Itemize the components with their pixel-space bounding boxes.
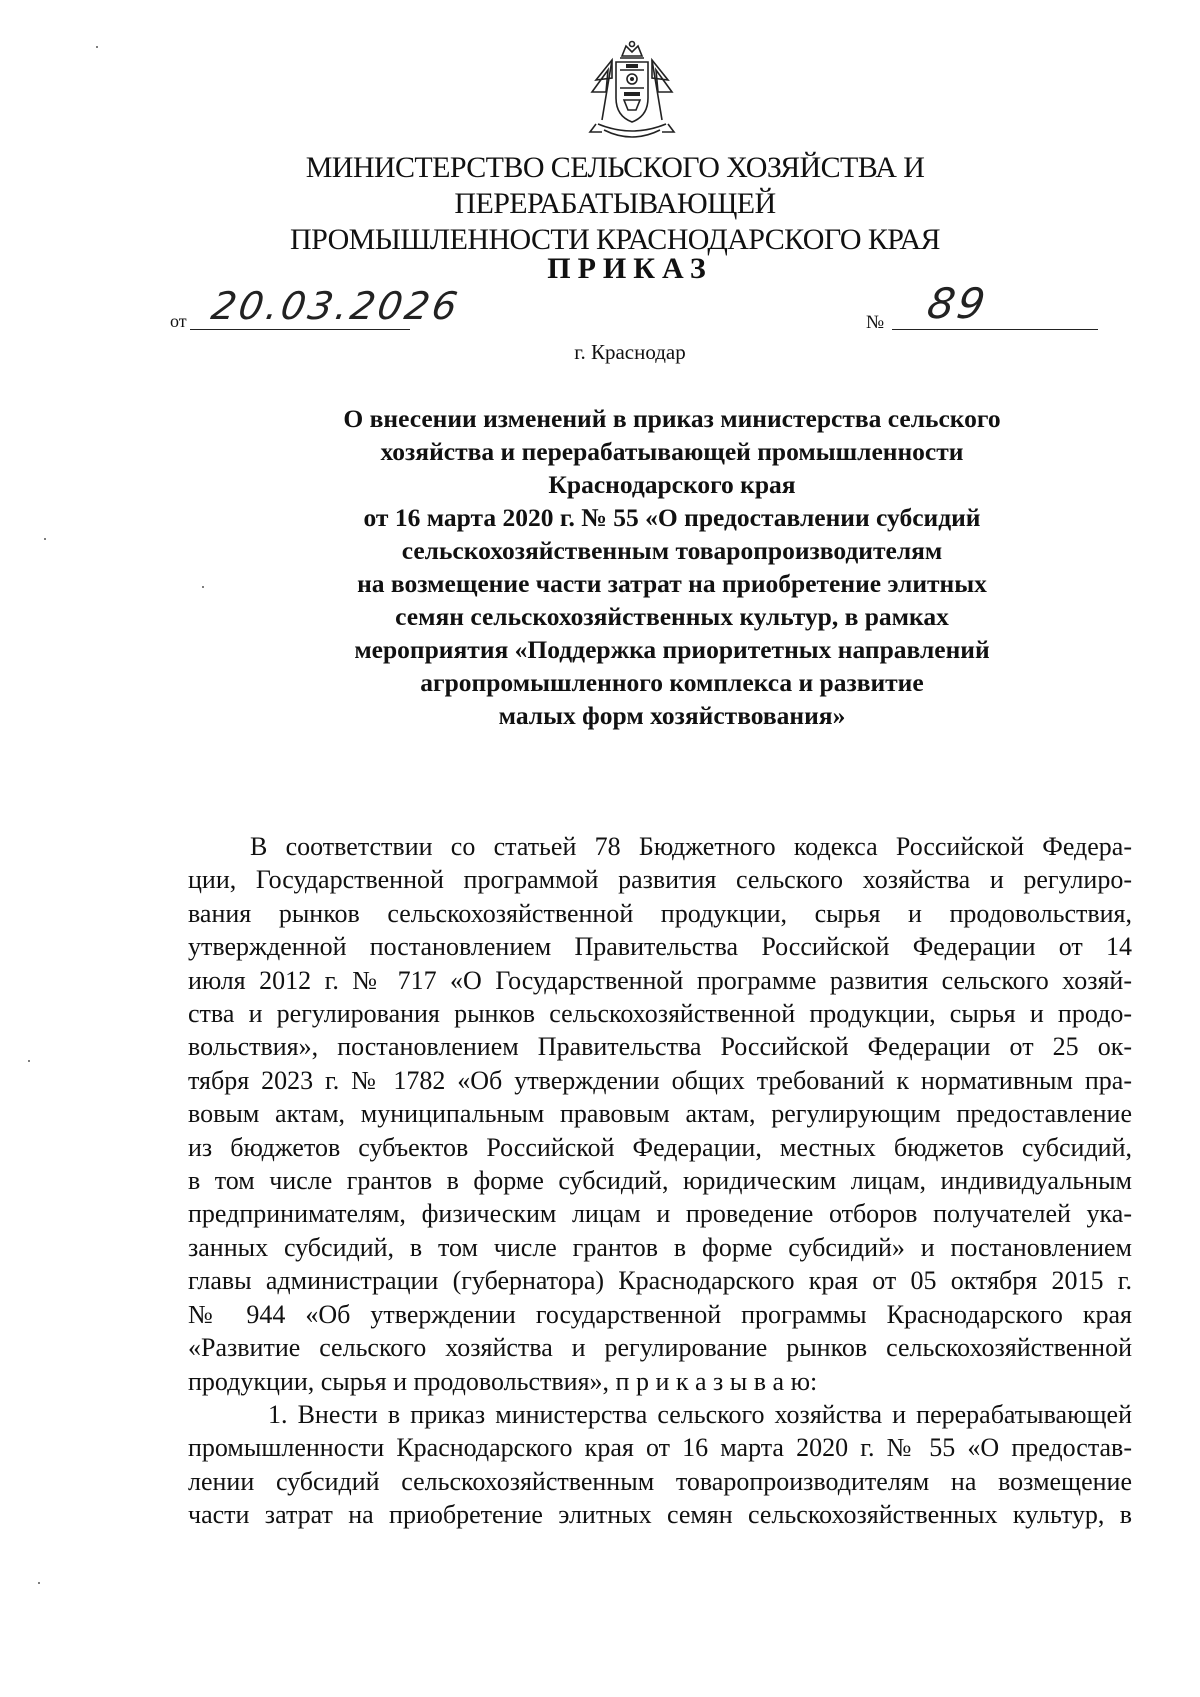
subject-line: агропромышленного комплекса и развитие (420, 668, 924, 697)
subject-line: Краснодарского края (548, 470, 796, 499)
subject-line: сельскохозяйственным товаропроизводителям (401, 536, 943, 565)
scan-speck (28, 1060, 30, 1062)
date-prefix: от (170, 311, 187, 331)
city-name: г. Краснодар (574, 340, 686, 364)
date-underline (190, 329, 410, 330)
coat-of-arms-icon (586, 40, 678, 150)
ministry-name-line: МИНИСТЕРСТВО СЕЛЬСКОГО ХОЗЯЙСТВА И ПЕРЕРАБАТЫВАЮЩЕЙ (305, 151, 925, 220)
body-line: из бюджетов субъектов Российской Федерации, местных бюджетов субсидий, (188, 1132, 1132, 1162)
body-line: предпринимателям, физическим лицам и проведение отборов получателей ука- (188, 1199, 1132, 1229)
subject-line: малых форм хозяйствования» (498, 701, 846, 730)
body-line: вания рынков сельскохозяйственной продукции, сырья и продовольствия, (188, 898, 1132, 928)
body-line: части затрат на приобретение элитных семян сельскохозяйственных культур, в (188, 1500, 1132, 1530)
body-line: «Развитие сельского хозяйства и регулирование рынков сельскохозяйственной (188, 1333, 1132, 1363)
body-line: в том числе грантов в форме субсидий, юридическим лицам, индивидуальным (188, 1166, 1132, 1196)
order-subject (272, 402, 1072, 732)
scan-speck (202, 586, 204, 588)
ministry-name-line: ПРОМЫШЛЕННОСТИ КРАСНОДАРСКОГО КРАЯ (290, 223, 940, 256)
subject-line: хозяйства и перерабатывающей промышленности (380, 437, 964, 466)
date-value-handwritten: 20.03.2026 (208, 284, 464, 328)
subject-line: О внесении изменений в приказ министерства сельского (343, 404, 1001, 433)
subject-line: мероприятия «Поддержка приоритетных направлений (354, 635, 990, 664)
scan-speck (38, 1582, 40, 1584)
body-line: тября 2023 г. № 1782 «Об утверждении общих требований к нормативным пра- (188, 1065, 1132, 1095)
body-line: июля 2012 г. № 717 «О Государственной программе развития сельского хозяй- (188, 965, 1132, 995)
subject-line: семян сельскохозяйственных культур, в рамках (395, 602, 949, 631)
body-line: № 944 «Об утверждении государственной программы Краснодарского края (188, 1299, 1132, 1329)
body-line: лении субсидий сельскохозяйственным товаропроизводителям на возмещение (188, 1466, 1132, 1496)
order-date (170, 284, 464, 342)
order-number (866, 279, 1098, 342)
body-line: занных субсидий, в том числе грантов в форме субсидий» и постановлением (188, 1232, 1132, 1262)
body-line: промышленности Краснодарского края от 16 марта 2020 г. № 55 «О предостав- (188, 1433, 1132, 1463)
body-line: В соответствии со статьей 78 Бюджетного кодекса Российской Федера- (250, 832, 1132, 861)
number-prefix: № (866, 312, 885, 333)
body-line: главы администрации (губернатора) Краснодарского края от 05 октября 2015 г. (188, 1266, 1132, 1296)
subject-line: от 16 марта 2020 г. № 55 «О предоставлении субсидий (363, 503, 981, 532)
subject-line: на возмещение части затрат на приобретение элитных (357, 569, 987, 598)
scan-speck (96, 46, 98, 48)
body-line: продукции, сырья и продовольствия», п р и к а з ы в а ю: (188, 1366, 818, 1396)
number-underline (892, 329, 1098, 330)
body-line: вовым актам, муниципальным правовым актам, регулирующим предоставление (188, 1099, 1132, 1129)
body-line: утвержденной постановлением Правительства Российской Федерации от 14 (188, 932, 1132, 962)
body-line: ства и регулирования рынков сельскохозяйственной продукции, сырья и продо- (188, 999, 1132, 1029)
ministry-name (150, 150, 1080, 258)
document-type-title: ПРИКАЗ (547, 252, 713, 285)
body-line: вольствия», постановлением Правительства Российской Федерации от 25 ок- (188, 1032, 1132, 1062)
number-value-handwritten: 89 (923, 279, 992, 328)
order-body (188, 830, 1132, 1532)
body-line: ции, Государственной программой развития сельского хозяйства и регулиро- (188, 865, 1132, 895)
scan-speck (44, 538, 46, 540)
body-line: 1. Внести в приказ министерства сельского хозяйства и перерабатывающей (268, 1399, 1132, 1429)
